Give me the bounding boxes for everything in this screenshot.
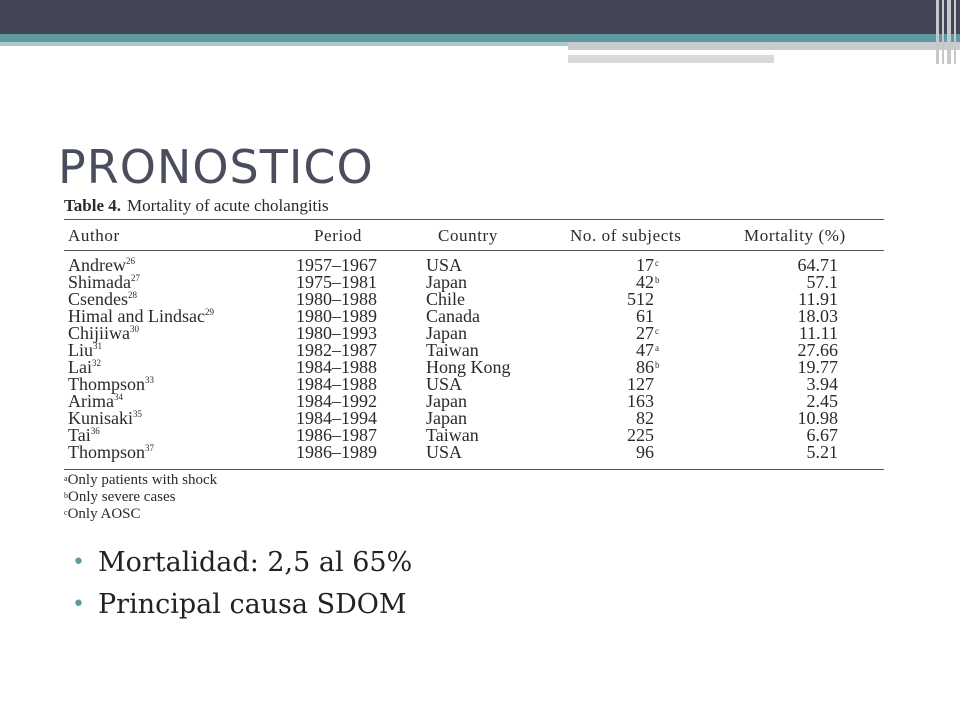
cell-author-value: Liu (68, 340, 93, 360)
cell-author-value: Thompson (68, 442, 146, 462)
table-header-row (64, 220, 884, 250)
reference-number: 35 (133, 409, 142, 419)
cell-subjects-value: 225 (627, 425, 654, 445)
table-caption-text: Mortality of acute cholangitis (127, 196, 329, 215)
table-caption-label: Table 4. (64, 196, 122, 215)
cell-subjects-value: 27 (636, 323, 654, 343)
cell-country-value: Taiwan (426, 425, 479, 445)
cell-period (296, 444, 377, 461)
footnote (64, 506, 884, 523)
cell-subjects-value: 96 (636, 442, 654, 462)
cell-country-value: Canada (426, 306, 480, 326)
header-corner-bars (934, 0, 960, 64)
bullet-text: Principal causa SDOM (98, 589, 407, 620)
cell-country-value: Japan (426, 391, 467, 411)
table-row (64, 427, 884, 444)
cell-mortality-value: 5.21 (806, 442, 838, 462)
cell-subjects: 47 a (636, 340, 659, 360)
table-row (64, 308, 884, 325)
cell-country-value: USA (426, 374, 463, 394)
cell-subjects: 27 c (636, 323, 659, 343)
cell-mortality-value: 2.45 (806, 391, 838, 411)
cell-mortality-value: 18.03 (797, 306, 838, 326)
bullet-list (72, 542, 412, 626)
bullet-dot-icon: • (72, 592, 85, 617)
cell-subjects-value: 82 (636, 408, 654, 428)
cell-period-value: 1984–1994 (296, 408, 377, 428)
cell-mortality-value: 6.67 (806, 425, 838, 445)
cell-mortality-value: 19.77 (797, 357, 838, 377)
cell-subjects: 42 b (636, 272, 660, 292)
cell-country-value: Japan (426, 408, 467, 428)
cell-author-value: Kunisaki (68, 408, 133, 428)
cell-author-value: Tai (68, 425, 91, 445)
reference-number: 26 (125, 256, 135, 266)
cell-period-value: 1980–1993 (296, 323, 377, 343)
table-row (64, 444, 884, 461)
cell-period-value: 1980–1989 (296, 306, 377, 326)
cell-subjects (636, 444, 654, 461)
cell-author-value: Shimada (68, 272, 131, 292)
cell-subjects: 17 c (636, 255, 659, 275)
mortality-table (64, 196, 884, 523)
reference-number: 33 (145, 375, 155, 385)
header-accent-strip-light (0, 42, 568, 46)
cell-subjects-value: 163 (627, 391, 654, 411)
cell-subjects-value: 127 (627, 374, 654, 394)
footnote (64, 489, 884, 506)
bullet-item (72, 542, 412, 584)
bullet-item (72, 584, 412, 626)
reference-number: 34 (113, 392, 123, 402)
table-row (64, 257, 884, 274)
cell-mortality (807, 444, 839, 461)
cell-author-value: Thompson (68, 374, 146, 394)
cell-country-value: Chile (426, 289, 465, 309)
cell-country-value: Hong Kong (426, 357, 511, 377)
header-gray-strip (568, 42, 960, 50)
cell-country (426, 444, 462, 461)
cell-subjects-value: 42 (636, 272, 654, 292)
footnote-text: Only patients with shock (67, 472, 218, 488)
table-rule-bottom (64, 469, 884, 470)
reference-number: 28 (128, 290, 137, 300)
cell-author-value: Lai (68, 357, 92, 377)
cell-period-value: 1957–1967 (296, 255, 377, 275)
header-divider-line (776, 51, 888, 53)
header-gray-strip-secondary (568, 55, 774, 63)
cell-subjects-value: 17 (636, 255, 654, 275)
cell-country-value: Taiwan (426, 340, 479, 360)
reference-number: 27 (131, 273, 140, 283)
cell-author-value: Andrew (68, 255, 126, 275)
header-accent-strip (0, 34, 960, 42)
table-row (64, 359, 884, 376)
cell-mortality-value: 10.98 (797, 408, 838, 428)
cell-period-value: 1984–1988 (296, 357, 377, 377)
cell-period-value: 1986–1989 (296, 442, 377, 462)
cell-country-value: USA (426, 255, 463, 275)
cell-period-value: 1986–1987 (296, 425, 377, 445)
reference-number: 31 (93, 341, 102, 351)
cell-mortality-value: 3.94 (806, 374, 838, 394)
cell-country-value: USA (426, 442, 463, 462)
cell-author-value: Arima (68, 391, 114, 411)
reference-number: 30 (130, 324, 139, 334)
cell-author-value: Chijiiwa (68, 323, 130, 343)
table-row (64, 393, 884, 410)
cell-mortality-value: 57.1 (806, 272, 838, 292)
cell-mortality-value: 64.71 (797, 255, 838, 275)
cell-period-value: 1975–1981 (296, 272, 377, 292)
cell-subjects-value: 512 (627, 289, 654, 309)
bullet-dot-icon: • (72, 550, 85, 575)
header-period: Period (314, 226, 362, 245)
table-row (64, 376, 884, 393)
cell-period-value: 1984–1992 (296, 391, 377, 411)
cell-subjects-value: 61 (636, 306, 654, 326)
cell-period-value: 1980–1988 (296, 289, 377, 309)
table-caption (64, 196, 884, 216)
table-row (64, 274, 884, 291)
cell-subjects: 86 b (636, 357, 660, 377)
footnote-mark: a (64, 474, 68, 483)
cell-mortality-value: 11.91 (798, 289, 838, 309)
footnote-mark: b (64, 491, 68, 500)
table-footnotes (64, 472, 884, 523)
cell-subjects-value: 86 (636, 357, 654, 377)
cell-period-value: 1984–1988 (296, 374, 377, 394)
cell-author-value: Himal and Lindsac (68, 306, 205, 326)
cell-country-value: Japan (426, 272, 467, 292)
header-mortality: Mortality (%) (744, 226, 846, 245)
footnote (64, 472, 884, 489)
header-banner (0, 0, 960, 34)
cell-period-value: 1982–1987 (296, 340, 377, 360)
header-author: Author (68, 226, 120, 245)
footnote-text: Only AOSC (67, 506, 141, 522)
cell-subjects-value: 47 (636, 340, 654, 360)
header-subjects: No. of subjects (570, 226, 682, 245)
cell-author (68, 444, 154, 461)
header-country: Country (438, 226, 498, 245)
reference-number: 32 (92, 358, 101, 368)
reference-number: 29 (204, 307, 214, 317)
cell-author-value: Csendes (68, 289, 128, 309)
cell-country-value: Japan (426, 323, 467, 343)
cell-mortality-value: 11.11 (798, 323, 838, 343)
slide-title: PRONOSTICO (58, 140, 374, 194)
bullet-text: Mortalidad: 2,5 al 65% (98, 547, 413, 578)
footnote-mark: c (64, 508, 68, 517)
reference-number: 37 (145, 443, 155, 453)
reference-number: 36 (90, 426, 100, 436)
footnote-text: Only severe cases (68, 489, 176, 505)
table-body (64, 251, 884, 461)
cell-mortality-value: 27.66 (797, 340, 838, 360)
